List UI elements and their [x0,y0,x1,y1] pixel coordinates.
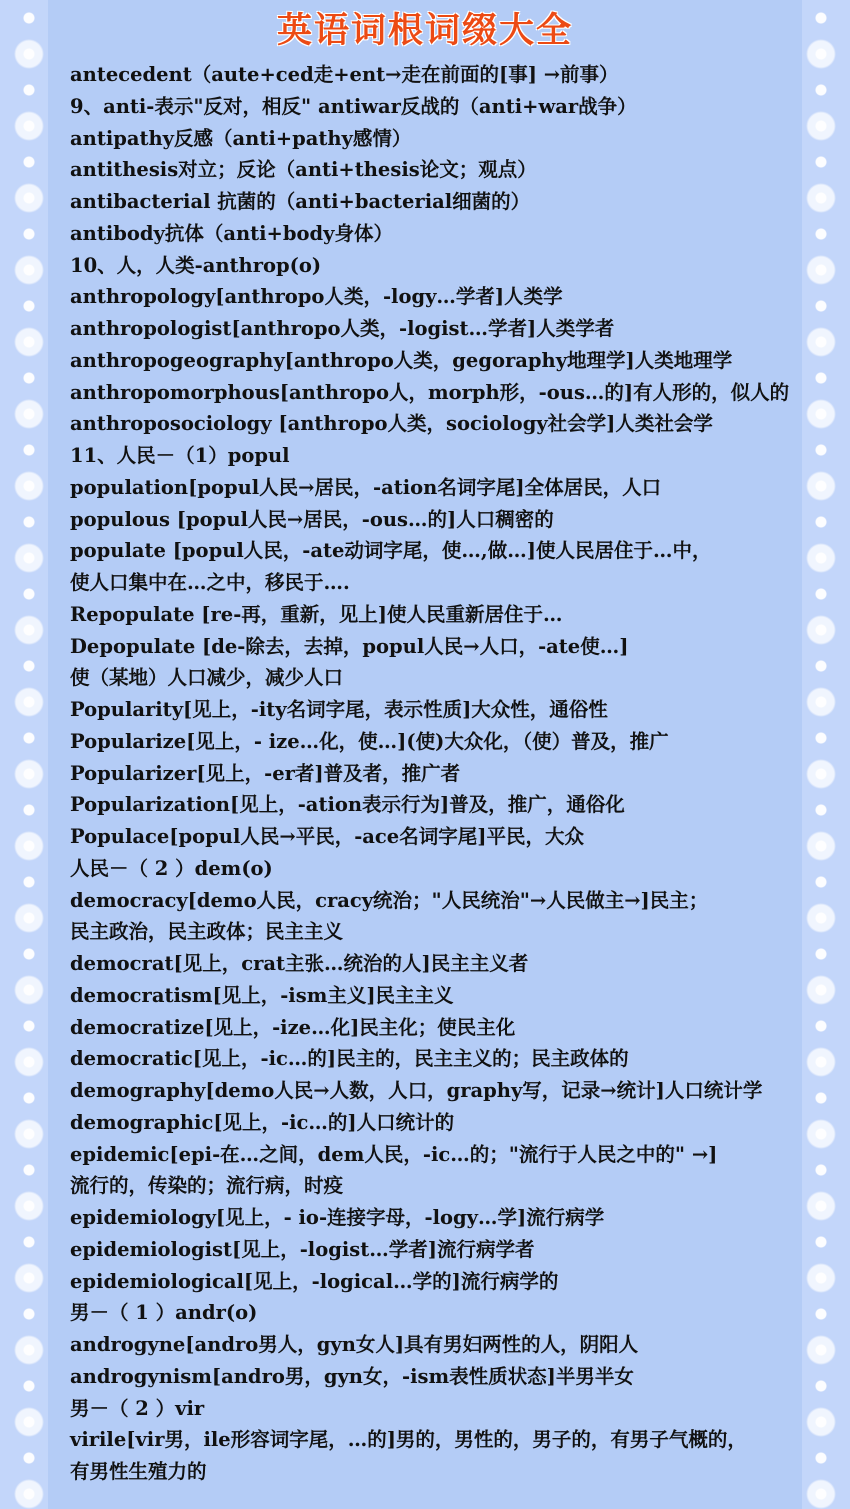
text-line: 11、人民－（1）popul [70,444,290,467]
text-line: Populace[popul人民→平民，-ace名词字尾]平民，大众 [70,825,584,848]
text-line: Popularizer[见上，-er者]普及者，推广者 [70,761,461,785]
text-line: androgyne[andro男人，gyn女人]具有男妇两性的人，阴阳人 [70,1333,639,1356]
text-line: epidemiology[见上，- io-连接字母，-logy…学]流行病学 [70,1206,605,1229]
text-line: 使人口集中在…之中，移民于…. [70,571,350,594]
text-line: 使（某地）人口减少，减少人口 [70,666,344,690]
text-line: 男－（ 1 ）andr(o) [70,1301,258,1325]
text-line: populate [popul人民，-ate动词字尾，使…,做…]使人民居住于…中， [70,539,712,563]
text-line: 9、anti-表示"反对，相反" antiwar反战的（anti+war战争） [70,94,637,118]
text-line: 民主政治，民主政体；民主主义 [70,920,344,944]
text-line: Popularization[见上，-ation表示行为]普及，推广，通俗化 [70,793,625,817]
text-line: 有男性生殖力的 [70,1460,207,1483]
text-line: anthropologist[anthropo人类，-logist…学者]人类学者 [70,317,615,340]
page-title: 英语词根词缀大全 [276,11,573,51]
text-line: anthroposociology [anthropo人类，sociology社会学]人类社会学 [70,412,713,436]
text-line: demographic[见上，-ic…的]人口统计的 [70,1110,455,1134]
text-line: epidemic[epi-在…之间，dem人民，-ic…的；"流行于人民之中的" →] [70,1142,718,1166]
text-line: androgynism[andro男，gyn女，-ism表性质状态]半男半女 [70,1364,634,1388]
text-line: 男－（ 2 ）vir [70,1396,205,1420]
text-line: 流行的，传染的；流行病，时疫 [70,1174,344,1198]
text-line: Popularity[见上，-ity名词字尾，表示性质]大众性，通俗性 [70,698,608,721]
text-line: 人民－（ 2 ）dem(o) [70,856,273,880]
text-line: democrat[见上，crat主张…统治的人]民主主义者 [70,952,529,975]
text-line: antibacterial 抗菌的（anti+bacterial细菌的） [70,190,531,213]
text-line: anthropomorphous[anthropo人，morph形，-ous…的]有人形的，似人的 [70,380,790,404]
text-line: epidemiological[见上，-logical…学的]流行病学的 [70,1269,559,1293]
text-line: antipathy反感（anti+pathy感情） [70,126,412,150]
text-line: antecedent（aute+ced走+ent→走在前面的[事] →前事） [70,63,619,86]
text-line: population[popul人民→居民，-ation名词字尾]全体居民，人口 [70,475,662,499]
text-line: democracy[demo人民，cracy统治；"人民统治"→人民做主→]民主； [70,888,709,912]
text-line: anthropology[anthropo人类，-logy…学者]人类学 [70,285,563,309]
text-line: demography[demo人民→人数，人口，graphy写，记录→统计]人口统计学 [70,1079,763,1102]
text-line: democratize[见上，-ize…化]民主化；使民主化 [70,1015,516,1039]
text-line: 10、人，人类-anthrop(o) [70,253,322,277]
text-line: democratic[见上，-ic…的]民主的，民主主义的；民主政体的 [70,1047,629,1071]
text-line: Repopulate [re-再，重新，见上]使人民重新居住于… [70,602,563,626]
text-line: antibody抗体（anti+body身体） [70,221,394,245]
text-line: antithesis对立；反论（anti+thesis论文；观点） [70,158,537,182]
word-root-list [70,59,845,1488]
text-line: democratism[见上，-ism主义]民主主义 [70,983,454,1007]
text-line: Depopulate [de-除去，去掉，popul人民→人口，-ate使…] [70,634,629,658]
text-line: populous [popul人民→居民，-ous…的]人口稠密的 [70,507,554,531]
text-line: anthropogeography[anthropo人类，gegoraphy地理学]人类地理学 [70,348,733,372]
text-line: epidemiologist[见上，-logist…学者]流行病学者 [70,1237,535,1261]
text-line: virile[vir男，ile形容词字尾，…的]男的，男性的，男子的，有男子气概的， [70,1428,747,1452]
text-line: Popularize[见上，- ize…化，使…](使)大众化，（使）普及，推广 [70,729,669,753]
